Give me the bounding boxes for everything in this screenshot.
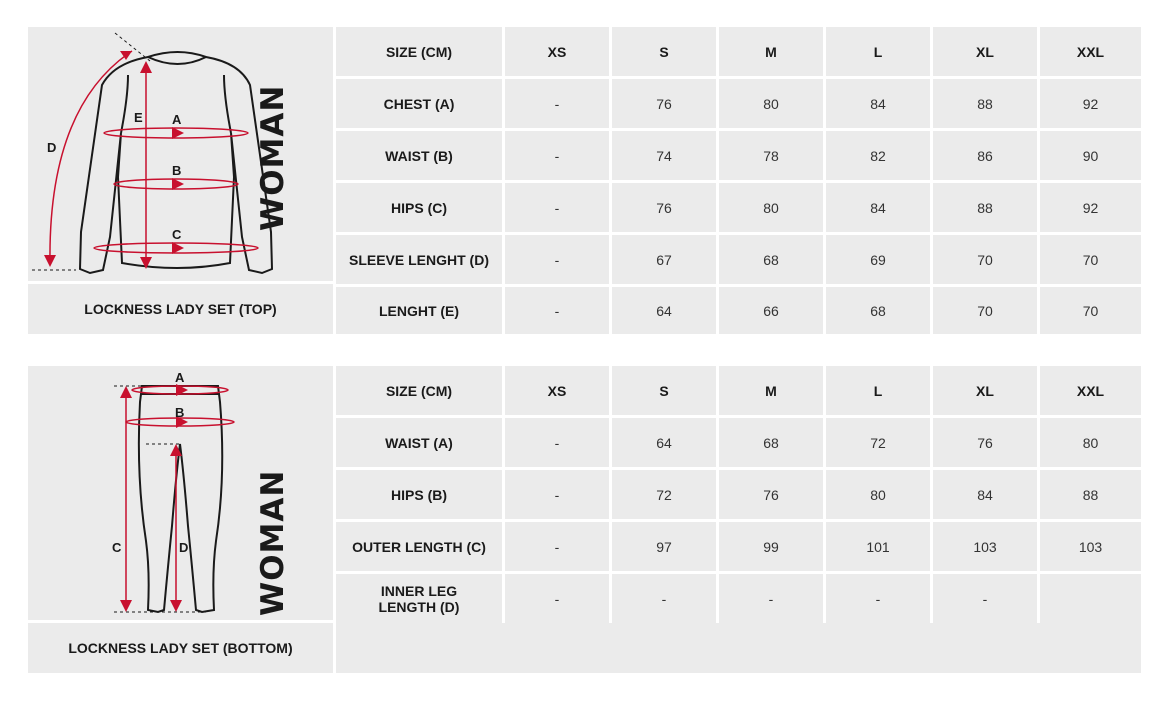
row-label-length: LENGHT (E) [336,287,502,334]
table-cell: 68 [719,235,823,284]
table-cell: 72 [612,470,716,519]
table-cell: 97 [612,522,716,571]
table-cell: 92 [1040,79,1141,128]
table-cell: 101 [826,522,930,571]
table-cell: 64 [612,418,716,467]
table-cell: 69 [826,235,930,284]
table-cell: 82 [826,131,930,180]
bottom-product-name: LOCKNESS LADY SET (BOTTOM) [28,623,333,673]
table-cell: 68 [826,287,930,334]
table-cell: - [719,574,823,623]
row-label-waist: WAIST (B) [336,131,502,180]
table-cell: - [505,79,609,128]
table-cell: 70 [1040,235,1141,284]
table-cell: 78 [719,131,823,180]
label-b: B [175,405,185,420]
table-cell: 67 [612,235,716,284]
size-header-label: SIZE (CM) [336,366,502,415]
long-sleeve-top-diagram [28,27,293,281]
size-col-xs: XS [505,27,609,76]
woman-side-label: WOMAN [255,469,291,616]
label-a: A [172,112,182,127]
table-cell: 66 [719,287,823,334]
table-cell: 70 [933,235,1037,284]
row-label-inner-leg-length: INNER LEG LENGTH (D) [336,574,502,623]
table-cell: 80 [719,183,823,232]
table-cell: 86 [933,131,1037,180]
bottom-size-section [28,366,1141,673]
size-col-xl: XL [933,27,1037,76]
table-cell: - [505,235,609,284]
table-cell: - [612,574,716,623]
table-cell: 80 [826,470,930,519]
size-header-label: SIZE (CM) [336,27,502,76]
table-cell: 70 [933,287,1037,334]
table-cell: - [505,522,609,571]
table-cell: 64 [612,287,716,334]
label-c: C [172,227,182,242]
row-label-hips: HIPS (B) [336,470,502,519]
table-cell: 88 [1040,470,1141,519]
table-cell: - [505,470,609,519]
row-label-outer-length: OUTER LENGTH (C) [336,522,502,571]
row-label-hips: HIPS (C) [336,183,502,232]
table-cell: - [933,574,1037,623]
size-col-l: L [826,27,930,76]
table-cell: 84 [933,470,1037,519]
table-cell: - [505,418,609,467]
top-illustration-panel [28,27,333,281]
table-cell: - [505,574,609,623]
row-label-sleeve-length: SLEEVE LENGHT (D) [336,235,502,284]
table-cell: 88 [933,183,1037,232]
table-cell: 80 [1040,418,1141,467]
table-cell: 68 [719,418,823,467]
table-cell: - [505,183,609,232]
label-c: C [112,540,122,555]
size-col-xs: XS [505,366,609,415]
label-a: A [175,370,185,385]
table-cell: 84 [826,79,930,128]
size-col-xxl: XXL [1040,27,1141,76]
top-product-name: LOCKNESS LADY SET (TOP) [28,284,333,334]
top-size-section [28,27,1141,334]
size-col-l: L [826,366,930,415]
row-label-chest: CHEST (A) [336,79,502,128]
size-col-xxl: XXL [1040,366,1141,415]
table-cell: - [505,131,609,180]
table-cell: 84 [826,183,930,232]
table-cell: 88 [933,79,1037,128]
table-cell: 92 [1040,183,1141,232]
table-cell: 103 [1040,522,1141,571]
table-cell: 99 [719,522,823,571]
table-cell: 76 [933,418,1037,467]
bottom-empty-strip [336,623,1141,673]
size-col-m: M [719,27,823,76]
table-cell: 76 [612,183,716,232]
table-cell: 103 [933,522,1037,571]
table-cell: - [505,287,609,334]
table-cell: 74 [612,131,716,180]
table-cell: 76 [612,79,716,128]
size-col-xl: XL [933,366,1037,415]
size-col-s: S [612,366,716,415]
table-cell [1040,574,1141,623]
table-cell: 72 [826,418,930,467]
table-cell: 80 [719,79,823,128]
table-cell: 90 [1040,131,1141,180]
size-col-m: M [719,366,823,415]
row-label-waist: WAIST (A) [336,418,502,467]
label-d: D [47,140,57,155]
label-d: D [179,540,189,555]
woman-side-label: WOMAN [255,84,291,231]
table-cell: 70 [1040,287,1141,334]
bottom-illustration-panel [28,366,333,620]
size-col-s: S [612,27,716,76]
leggings-diagram [28,366,293,620]
table-cell: - [826,574,930,623]
label-b: B [172,163,182,178]
table-cell: 76 [719,470,823,519]
label-e: E [134,110,143,125]
